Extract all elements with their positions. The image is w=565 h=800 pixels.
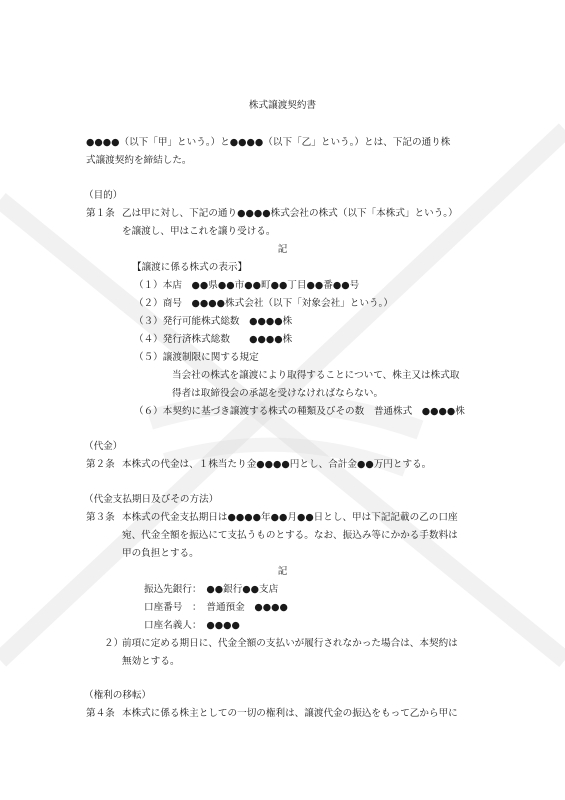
article-2-label: 第２条 (86, 459, 115, 470)
article-1-line-2: を譲渡し、甲はこれを譲り受ける。 (122, 226, 276, 237)
article-4-label: 第４条 (86, 708, 115, 719)
document-title: 株式譲渡契約書 (248, 100, 317, 111)
preamble-line-2: 式譲渡契約を締結した。 (86, 155, 192, 166)
account-holder: 口座名義人： ●●●● (144, 620, 240, 631)
account-number: 口座番号 ： 普通預金 ●●●● (144, 602, 288, 613)
article-3-line-2: 宛、代金全額を振込にて支払うものとする。なお、振込み等にかかる手数料は (122, 530, 458, 541)
article-1-heading: （目的） (84, 190, 123, 201)
article-1-item-1: （１）本店 ●●県●●市●●町●●丁目●●番●●号 (134, 280, 360, 291)
article-1-item-6: （６）本契約に基づき譲渡する株式の種類及びその数 普通株式 ●●●●株 (134, 406, 465, 417)
article-3-line-3: 甲の負担とする。 (122, 548, 199, 559)
article-1-item-4: （４）発行済株式総数 ●●●●株 (134, 334, 293, 345)
article-2-text: 本株式の代金は、１株当たり金●●●●円とし、合計金●●万円とする。 (122, 459, 432, 470)
article-3-para-2-line-1: 前項に定める期日に、代金全額の支払いが履行されなかった場合は、本契約は (122, 638, 458, 649)
article-1-subheading: 【譲渡に係る株式の表示】 (132, 262, 248, 273)
preamble-line-1: ●●●●（以下「甲」という。）と●●●●（以下「乙」という。）とは、下記の通り株 (86, 137, 451, 148)
article-1-label: 第１条 (86, 208, 115, 219)
article-1-item-2: （２）商号 ●●●●株式会社（以下「対象会社」という。） (134, 298, 393, 309)
article-2-heading: （代金） (84, 441, 123, 452)
bank-name: 振込先銀行： ●●銀行●●支店 (144, 584, 279, 595)
article-1-item-5-detail-1: 当会社の株式を譲渡により取得することについて、株主又は株式取 (172, 370, 460, 381)
article-1-item-5-detail-2: 得者は取締役会の承認を受けなければならない。 (172, 388, 384, 399)
article-4-text: 本株式に係る株主としての一切の権利は、譲渡代金の振込をもって乙から甲に (122, 708, 458, 719)
article-4-heading: （権利の移転） (84, 690, 152, 701)
article-3-para-2-label: ２） (104, 638, 124, 649)
article-1-ki: 記 (277, 244, 288, 255)
article-1-item-5: （５）譲渡制限に関する規定 (134, 352, 259, 363)
article-3-para-2-line-2: 無効とする。 (122, 656, 180, 667)
article-3-heading: （代金支払期日及びその方法） (84, 494, 219, 505)
article-3-label: 第３条 (86, 512, 115, 523)
article-3-ki: 記 (277, 566, 288, 577)
article-1-item-3: （３）発行可能株式総数 ●●●●株 (134, 316, 293, 327)
article-3-line-1: 本株式の代金支払期日は●●●●年●●月●●日とし、甲は下記記載の乙の口座 (122, 512, 458, 523)
article-1-line-1: 乙は甲に対し、下記の通り●●●●株式会社の株式（以下「本株式」という。） (122, 208, 458, 219)
